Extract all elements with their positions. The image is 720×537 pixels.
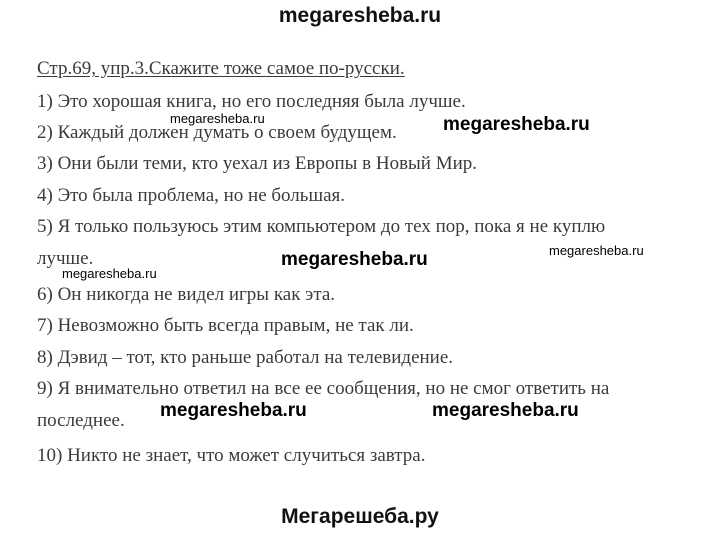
answer-line-6: 6) Он никогда не видел игры как эта.: [37, 284, 336, 305]
watermark-large: megaresheba.ru: [160, 400, 307, 421]
watermark-small: megaresheba.ru: [170, 111, 265, 126]
watermark-large: megaresheba.ru: [443, 114, 590, 135]
answer-line-9-continued: последнее.: [37, 410, 125, 431]
watermark-small: megaresheba.ru: [549, 243, 644, 258]
answer-line-4: 4) Это была проблема, но не большая.: [37, 185, 346, 206]
answer-line-2: 2) Каждый должен думать о своем будущем.: [37, 122, 397, 143]
watermark-large: megaresheba.ru: [432, 400, 579, 421]
answer-line-9: 9) Я внимательно ответил на все ее сообщения, но не смог ответить на: [37, 378, 610, 399]
answer-line-5: 5) Я только пользуюсь этим компьютером до тех пор, пока я не куплю: [37, 216, 606, 237]
answer-line-1: 1) Это хорошая книга, но его последняя была лучше.: [37, 91, 466, 112]
answer-line-7: 7) Невозможно быть всегда правым, не так ли.: [37, 315, 414, 336]
answer-line-10: 10) Никто не знает, что может случиться завтра.: [37, 445, 426, 466]
site-header: megaresheba.ru: [278, 4, 442, 27]
answer-line-8: 8) Дэвид – тот, кто раньше работал на телевидение.: [37, 347, 454, 368]
answer-line-3: 3) Они были теми, кто уехал из Европы в Новый Мир.: [37, 153, 478, 174]
watermark-small: megaresheba.ru: [62, 266, 157, 281]
site-footer: Мегарешеба.ру: [281, 505, 439, 528]
answer-line-5-continued: лучше.: [37, 248, 94, 269]
watermark-large: megaresheba.ru: [281, 249, 428, 270]
exercise-title: Стр.69, упр.3.Скажите тоже самое по-русски.: [37, 58, 405, 79]
